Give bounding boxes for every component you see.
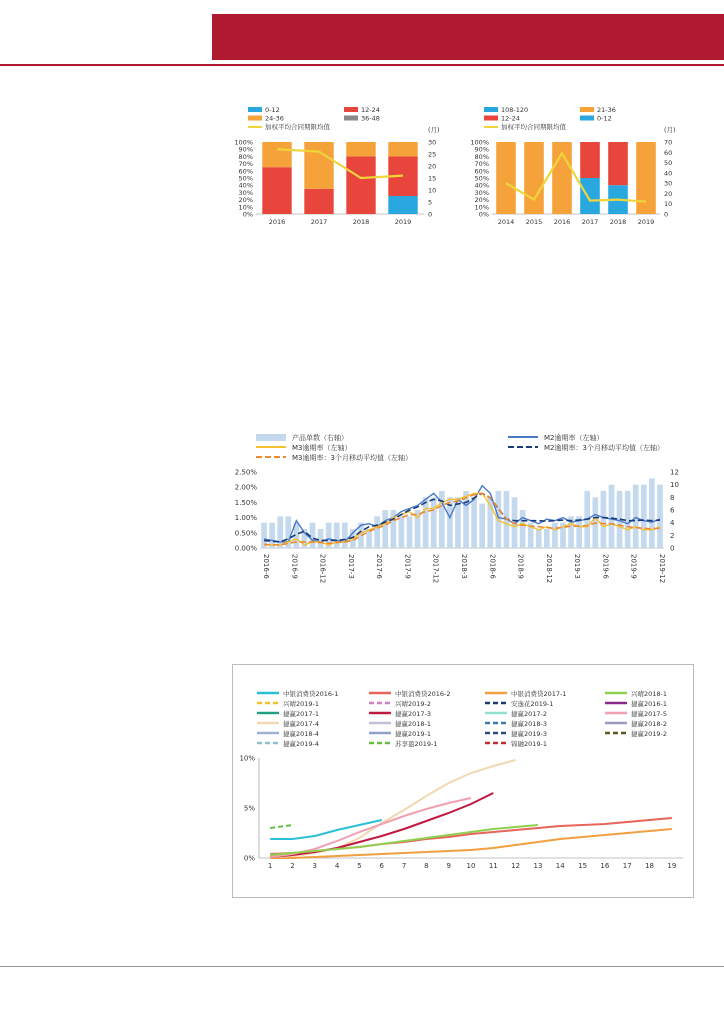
legend-label: 兴晴2019-2 — [395, 700, 432, 708]
bar-segment — [388, 196, 417, 214]
avg-line — [277, 149, 403, 178]
y-left-tick: 80% — [238, 152, 253, 161]
legend-label: 捷赢2017-1 — [283, 710, 320, 718]
y-right-tick: 20 — [428, 162, 437, 171]
chart-mid — [226, 430, 694, 585]
x-tick: 2017-9 — [403, 554, 412, 579]
count-bar — [399, 516, 405, 548]
series-line — [270, 798, 471, 857]
legend-label: 0-12 — [597, 114, 612, 123]
legend-label: 中银消费贷2016-1 — [283, 690, 339, 698]
y-left-tick: 80% — [474, 152, 489, 161]
legend-label: 捷赢2019-2 — [631, 730, 668, 738]
y-right-tick: 10 — [664, 200, 673, 209]
y-right-tick: 70 — [664, 138, 673, 147]
bar-segment — [524, 142, 544, 214]
legend-swatch — [256, 434, 286, 441]
x-tick: 2015 — [525, 218, 543, 226]
x-tick: 13 — [533, 862, 543, 870]
count-bar — [552, 523, 558, 548]
y-left-tick: 0% — [478, 210, 489, 219]
legend-label: 24-36 — [265, 114, 284, 123]
legend-label: 加权平均合同期限均值 — [265, 123, 330, 131]
y-tick: 5% — [243, 804, 255, 813]
legend-label: 兴晴2018-1 — [631, 690, 668, 698]
x-tick: 16 — [600, 862, 610, 870]
y-right-tick: 12 — [670, 468, 679, 477]
y-left-tick: 90% — [474, 145, 489, 154]
legend-label: 兴晴2019-1 — [283, 700, 320, 708]
x-tick: 2017-6 — [375, 554, 384, 579]
legend-label: 21-36 — [597, 106, 616, 114]
y-left-tick: 70% — [238, 160, 253, 169]
y-left-tick: 0.50% — [234, 529, 257, 538]
y-right-tick: 25 — [428, 150, 437, 159]
bar-segment — [262, 142, 291, 167]
count-bar — [310, 523, 316, 548]
y-tick: 10% — [239, 754, 255, 763]
legend-label: 捷赢2018-2 — [631, 720, 668, 728]
y-left-tick: 1.00% — [234, 514, 257, 523]
x-tick: 5 — [357, 862, 362, 870]
y-left-tick: 100% — [470, 138, 489, 147]
legend-label: 捷赢2019-4 — [283, 740, 320, 748]
legend-label: 12-24 — [501, 114, 520, 123]
legend-label: M3逾期率：3个月移动平均值（左轴） — [292, 454, 412, 462]
y-left-tick: 50% — [238, 174, 253, 183]
x-tick: 2016-12 — [318, 554, 327, 584]
x-tick: 19 — [667, 862, 677, 870]
x-tick: 2019 — [637, 218, 655, 226]
x-tick: 2017 — [310, 218, 328, 226]
count-bar — [657, 485, 663, 548]
count-bar — [342, 523, 348, 548]
x-tick: 7 — [401, 862, 407, 870]
count-bar — [601, 491, 607, 548]
chart-bottom — [233, 688, 693, 880]
y-left-tick: 60% — [238, 167, 253, 176]
count-bar — [641, 485, 647, 548]
y-left-tick: 20% — [474, 196, 489, 205]
y-left-tick: 30% — [238, 188, 253, 197]
page-header — [0, 0, 724, 66]
y-left-tick: 20% — [238, 196, 253, 205]
y-left-tick: 70% — [474, 160, 489, 169]
y-right-tick: 2 — [670, 531, 675, 540]
series-line — [264, 493, 660, 545]
x-tick: 10 — [466, 862, 476, 870]
legend-label: 锦融2019-1 — [511, 740, 548, 748]
x-tick: 2018 — [609, 218, 627, 226]
chart-left — [226, 106, 458, 234]
legend-label: 安逸花2019-1 — [511, 700, 554, 708]
bar-segment — [496, 142, 516, 214]
legend-label: 捷赢2017-2 — [511, 710, 548, 718]
series-line — [270, 825, 292, 828]
x-tick: 2018 — [352, 218, 370, 226]
count-bar — [544, 529, 550, 548]
count-bar — [520, 510, 526, 548]
legend-label: 苏享盈2019-1 — [395, 740, 438, 748]
bar-segment — [388, 142, 417, 156]
x-tick: 2016-6 — [262, 554, 270, 579]
legend-swatch — [484, 116, 498, 121]
legend-label: 中银消费贷2016-2 — [395, 690, 451, 698]
y-right-tick: 60 — [664, 148, 673, 157]
count-bar — [318, 529, 324, 548]
x-tick: 2018-6 — [488, 554, 497, 579]
x-tick: 2016 — [268, 218, 286, 226]
legend-swatch — [484, 107, 498, 112]
y-left-tick: 100% — [234, 138, 253, 147]
x-tick: 2014 — [497, 218, 515, 226]
series-line — [264, 493, 660, 542]
y-left-tick: 30% — [474, 188, 489, 197]
y-left-tick: 0.00% — [234, 544, 257, 553]
y-left-tick: 40% — [238, 181, 253, 190]
count-bar — [334, 523, 340, 548]
bar-segment — [608, 142, 628, 185]
legend-swatch — [580, 107, 594, 112]
y-left-tick: 2.50% — [234, 468, 257, 477]
legend-label: 0-12 — [265, 106, 280, 114]
count-bar — [277, 516, 283, 548]
x-tick: 2019-3 — [573, 554, 582, 579]
right-axis-unit: (月) — [428, 126, 440, 134]
count-bar — [431, 497, 437, 548]
count-bar — [479, 504, 485, 548]
legend-label: M2逾期率：3个月移动平均值（左轴） — [544, 444, 664, 452]
legend-swatch — [344, 107, 358, 112]
legend-label: 中银消费贷2017-1 — [511, 690, 567, 698]
x-tick: 2017-12 — [431, 554, 440, 584]
x-tick: 15 — [578, 862, 588, 870]
x-tick: 1 — [267, 862, 273, 870]
y-left-tick: 10% — [238, 203, 253, 212]
bar-segment — [304, 142, 333, 189]
bar-segment — [636, 142, 656, 214]
legend-label: 捷赢2017-5 — [631, 710, 668, 718]
bar-segment — [262, 167, 291, 214]
count-bar — [633, 485, 639, 548]
count-bar — [374, 516, 380, 548]
header-banner — [212, 14, 724, 60]
legend-label: 捷赢2017-4 — [283, 720, 320, 728]
legend-label: 36-48 — [361, 114, 380, 123]
x-tick: 11 — [488, 862, 498, 870]
legend-swatch — [344, 116, 358, 121]
x-tick: 12 — [511, 862, 521, 870]
legend-label: 捷赢2019-3 — [511, 730, 548, 738]
x-tick: 3 — [312, 862, 318, 870]
y-left-tick: 50% — [474, 174, 489, 183]
y-right-tick: 8 — [670, 493, 675, 502]
y-right-tick: 10 — [670, 481, 679, 490]
count-bar — [471, 497, 477, 548]
header-divider — [0, 64, 724, 66]
x-tick: 2019 — [394, 218, 412, 226]
count-bar — [609, 485, 615, 548]
count-bar — [423, 497, 429, 548]
x-tick: 2018-12 — [544, 554, 553, 584]
x-tick: 6 — [379, 862, 384, 870]
bar-segment — [580, 178, 600, 214]
legend-label: M2逾期率（左轴） — [544, 434, 604, 442]
x-tick: 2016 — [553, 218, 571, 226]
legend-label: 捷赢2017-3 — [395, 710, 432, 718]
x-tick: 2 — [290, 862, 295, 870]
count-bar — [463, 491, 469, 548]
bar-segment — [304, 189, 333, 214]
x-tick: 2018-9 — [516, 554, 525, 579]
y-right-tick: 50 — [664, 159, 673, 168]
y-tick: 0% — [243, 854, 255, 863]
y-right-tick: 15 — [428, 174, 437, 183]
y-right-tick: 30 — [664, 179, 673, 188]
y-right-tick: 4 — [670, 519, 675, 528]
y-left-tick: 10% — [474, 203, 489, 212]
legend-swatch — [248, 107, 262, 112]
y-left-tick: 60% — [474, 167, 489, 176]
x-tick: 2019-6 — [601, 554, 610, 579]
y-right-tick: 6 — [670, 506, 675, 515]
bar-segment — [346, 156, 375, 214]
x-tick: 14 — [555, 862, 565, 870]
footer-divider — [0, 966, 724, 967]
y-right-tick: 40 — [664, 169, 673, 178]
x-tick: 2017-3 — [346, 554, 355, 579]
y-left-tick: 1.50% — [234, 498, 257, 507]
y-right-tick: 0 — [670, 544, 675, 553]
x-tick: 2017 — [581, 218, 599, 226]
legend-swatch — [580, 116, 594, 121]
legend-label: 捷赢2019-1 — [395, 730, 432, 738]
legend-label: 捷赢2016-1 — [631, 700, 668, 708]
y-left-tick: 0% — [242, 210, 253, 219]
legend-label: 捷赢2018-4 — [283, 730, 320, 738]
x-tick: 2018-3 — [460, 554, 468, 579]
legend-label: 108-120 — [501, 106, 529, 114]
count-bar — [382, 510, 388, 548]
series-line — [264, 486, 660, 542]
legend-label: 捷赢2018-1 — [395, 720, 432, 728]
series-line — [264, 493, 660, 545]
x-tick: 2016-9 — [290, 554, 299, 579]
count-bar — [649, 478, 655, 548]
legend-swatch — [248, 116, 262, 121]
legend-label: M3逾期率（左轴） — [292, 444, 352, 452]
y-right-tick: 30 — [428, 138, 437, 147]
chart-right — [462, 106, 694, 234]
count-bar — [407, 516, 413, 548]
x-tick: 4 — [334, 862, 340, 870]
legend-label: 产品单数（右轴） — [292, 434, 348, 442]
x-tick: 2019-9 — [629, 554, 638, 579]
count-bar — [366, 529, 372, 548]
y-right-tick: 20 — [664, 189, 673, 198]
x-tick: 2019-12 — [658, 554, 666, 584]
y-right-tick: 0 — [664, 210, 669, 219]
legend-label: 12-24 — [361, 106, 380, 114]
legend-label: 捷赢2018-3 — [511, 720, 548, 728]
y-left-tick: 90% — [238, 145, 253, 154]
y-left-tick: 2.00% — [234, 483, 257, 492]
x-tick: 18 — [645, 862, 654, 870]
y-left-tick: 40% — [474, 181, 489, 190]
y-right-tick: 10 — [428, 186, 437, 195]
right-axis-unit: (月) — [664, 126, 676, 134]
bar-segment — [580, 142, 600, 178]
y-right-tick: 5 — [428, 198, 433, 207]
x-tick: 8 — [424, 862, 429, 870]
count-bar — [536, 529, 542, 548]
legend-label: 加权平均合同期限均值 — [501, 123, 566, 131]
bar-segment — [346, 142, 375, 156]
x-tick: 17 — [622, 862, 632, 870]
x-tick: 9 — [446, 862, 451, 870]
y-right-tick: 0 — [428, 210, 433, 219]
